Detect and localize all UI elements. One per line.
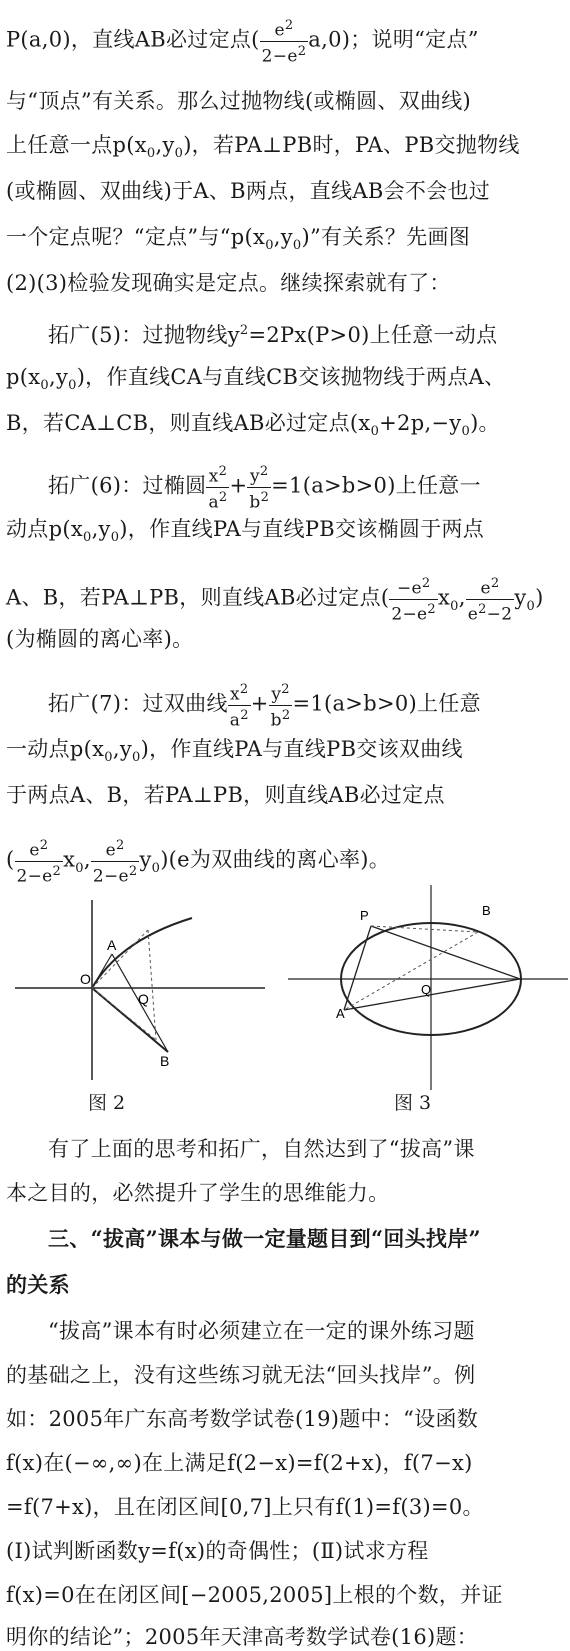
figure-3-diagram [288, 880, 568, 1100]
text-line: 的基础之上，没有这些练习就无法“回头找岸”。例 [6, 1363, 476, 1387]
text-line: f(x)在(−∞,∞)在上满足f(2−x)=f(2+x)，f(7−x) [6, 1451, 473, 1475]
point-label-B: B [482, 903, 491, 918]
text-line: 与“顶点”有关系。那么过抛物线(或椭圆、双曲线) [6, 89, 472, 113]
fraction: $\frac{e^2}{2-e^2}$ [261, 18, 307, 67]
text-line: 一个定点呢？“定点”与“$p(x_0,y_0)$”有关系？先画图 [6, 225, 471, 254]
text-line: “拔高”课本有时必须建立在一定的课外练习题 [48, 1319, 475, 1343]
text-line: 动点$p(x_0,y_0)$，作直线PA与直线PB交该椭圆于两点 [6, 517, 485, 546]
point-label-A: A [107, 937, 117, 953]
figure-2-caption: 图 2 [88, 1092, 126, 1114]
text-line: 拓广(7)：过双曲线 $\frac{x^2}{a^2}$ + $\frac{y^2}{b^2}$ =1(a>b>0)上任意 [48, 682, 481, 731]
text-line: (2)(3)检验发现确实是定点。继续探索就有了： [6, 271, 451, 295]
section-heading: 的关系 [6, 1272, 70, 1297]
text-line: $p(x_0,y_0)$，作直线CA与直线CB交该抛物线于两点A、 [6, 365, 506, 394]
text-line: ( $\frac{e^2}{2-e^2}$ $x_0$, $\frac{e^2}{2-e^2}$ $y_0)(e$为双曲线的离心率)。 [6, 838, 391, 887]
point-label-P: P [360, 908, 369, 923]
text-line: 拓广(5)：过抛物线$y^2=2Px(P>0)$上任意一动点 [48, 323, 498, 347]
figure-2-diagram [10, 900, 270, 1100]
text-line: 一动点$p(x_0,y_0)$，作直线PA与直线PB交该双曲线 [6, 737, 463, 766]
point-label-B: B [160, 1053, 170, 1069]
text-line: (或椭圆、双曲线)于A、B两点，直线AB会不会也过 [6, 179, 491, 203]
text-line: B，若CA⊥CB，则直线AB必过定点$(x_0+2p,-y_0)$。 [6, 411, 500, 440]
text-line: 上任意一点$p(x_0,y_0)$，若PA⊥PB时，PA、PB交抛物线 [6, 133, 520, 162]
point-label-Q: Q [421, 982, 432, 997]
text-line: 有了上面的思考和拓广，自然达到了“拔高”课 [48, 1137, 475, 1161]
point-label-A: A [336, 1006, 345, 1021]
point-label-Q: Q [138, 991, 149, 1007]
text-line: 明你的结论”；2005年天津高考数学试卷(16)题： [6, 1625, 479, 1649]
text-line: A、B，若PA⊥PB，则直线AB必过定点( $\frac{-e^2}{2-e^2}$ $x_0$, $\frac{e^2}{e^2-2}$ $y_0$) [6, 576, 544, 625]
text-line: (为椭圆的离心率)。 [6, 627, 194, 651]
text-line: f(x)=0在在闭区间[−2005,2005]上根的个数，并证 [6, 1583, 503, 1607]
text-line: 本之目的，必然提升了学生的思维能力。 [6, 1181, 390, 1205]
text-line: (Ⅰ)试判断函数y=f(x)的奇偶性；(Ⅱ)试求方程 [6, 1539, 429, 1563]
section-heading: 三、“拔高”课本与做一定量题目到“回头找岸” [48, 1226, 481, 1251]
point-label-O: O [80, 971, 91, 987]
text-line: P(a,0)，直线AB必过定点( $\frac{e^2}{2-e^2}$ a,0)；说明“定点” [6, 18, 479, 67]
figure-3-caption: 图 3 [394, 1092, 432, 1114]
text-line: 拓广(6)：过椭圆 $\frac{x^2}{a^2}$ + $\frac{y^2}{b^2}$ =1(a>b>0)上任意一 [48, 464, 481, 513]
text-line: 于两点A、B，若PA⊥PB，则直线AB必过定点 [6, 783, 445, 807]
text-line: 如：2005年广东高考数学试卷(19)题中：“设函数 [6, 1407, 479, 1431]
text-line: =f(7+x)，且在闭区间[0,7]上只有f(1)=f(3)=0。 [6, 1495, 484, 1519]
